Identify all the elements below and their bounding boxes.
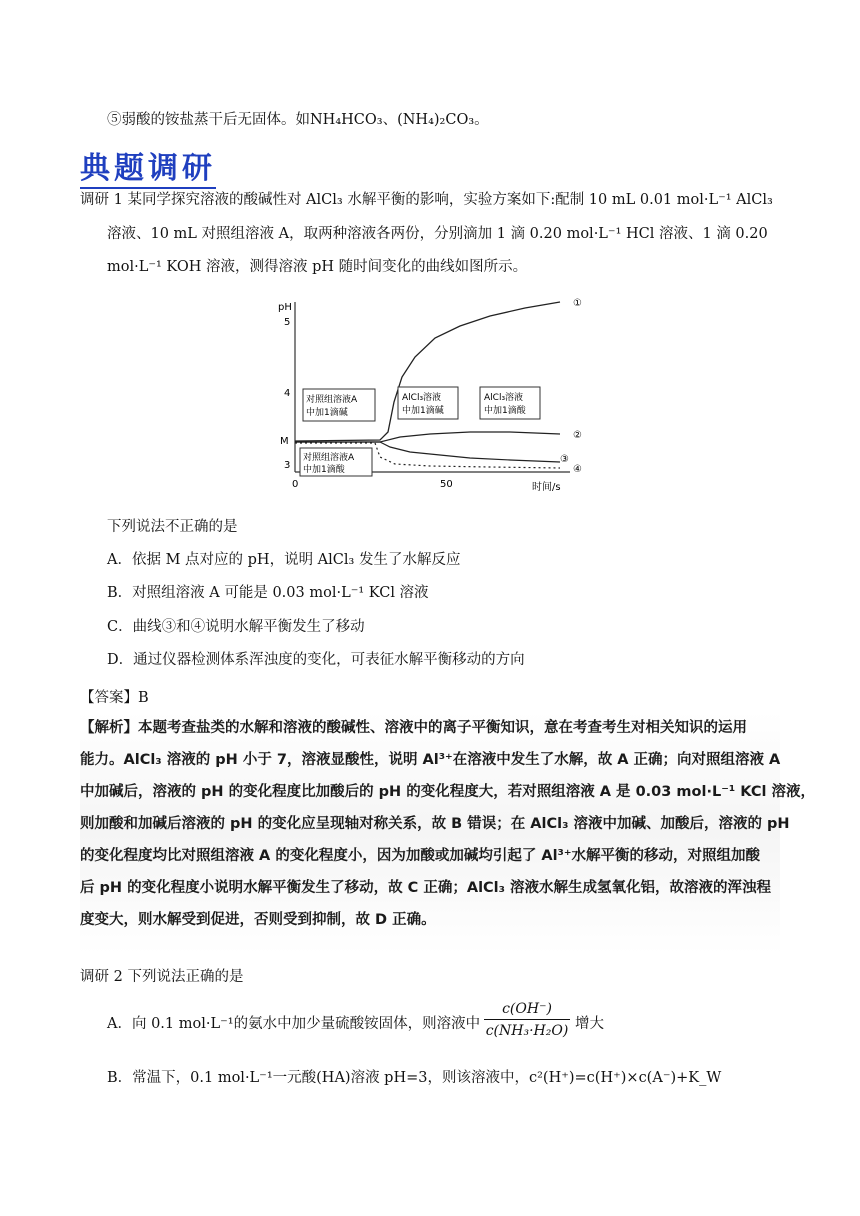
x-axis-label: 时间/s (532, 482, 561, 493)
q1-option-a: A．依据 M 点对应的 pH，说明 AlCl₃ 发生了水解反应 (107, 552, 461, 568)
box-a-base-l1: 对照组溶液A (306, 395, 358, 405)
q1-answer: 【答案】B (80, 690, 149, 706)
top-note: ⑤弱酸的铵盐蒸干后无固体。如NH₄HCO₃、(NH₄)₂CO₃。 (107, 112, 489, 128)
curve-label-3: ③ (560, 454, 569, 465)
q1-option-d: D．通过仪器检测体系浑浊度的变化，可表征水解平衡移动的方向 (107, 652, 525, 668)
section-banner-text: 典题调研 (80, 143, 216, 189)
section-banner (80, 143, 216, 189)
q2-stem: 调研 2 下列说法正确的是 (80, 969, 244, 985)
q2-option-b: B．常温下，0.1 mol·L⁻¹一元酸(HA)溶液 pH=3，则该溶液中，c²(H⁺)=c(H⁺)×c(A⁻)+K_W (107, 1070, 722, 1086)
analysis-line: 中加碱后，溶液的 pH 的变化程度比加酸后的 pH 的变化程度大，若对照组溶液 A 是 0.03 mol·L⁻¹ KCl 溶液， (80, 784, 815, 800)
ph-time-figure (270, 292, 600, 502)
box-al-acid-l2: 中加1滴酸 (484, 406, 526, 416)
analysis-line: 能力。AlCl₃ 溶液的 pH 小于 7，溶液显酸性，说明 Al³⁺在溶液中发生了水解，故 A 正确；向对照组溶液 A (80, 752, 781, 768)
curve-label-4: ④ (573, 464, 582, 475)
analysis-line: 的变化程度均比对照组溶液 A 的变化程度小，因为加酸或加碱均引起了 Al³⁺水解平衡的移动，对照组加酸 (80, 848, 761, 864)
fraction-numerator: c(OH⁻) (484, 1001, 570, 1020)
fraction-denominator: c(NH₃·H₂O) (485, 1023, 569, 1039)
analysis-line: 则加酸和加碱后溶液的 pH 的变化应呈现轴对称关系，故 B 错误；在 AlCl₃ 溶液中加碱、加酸后，溶液的 pH (80, 816, 790, 832)
y-tick-5: 5 (284, 317, 291, 328)
box-a-acid-l1: 对照组溶液A (303, 453, 355, 463)
y-axis-label: pH (278, 302, 292, 313)
x-tick-50: 50 (440, 479, 453, 490)
y-tick-4: 4 (284, 388, 291, 399)
x-tick-0: 0 (292, 479, 299, 490)
q1-option-b: B．对照组溶液 A 可能是 0.03 mol·L⁻¹ KCl 溶液 (107, 585, 429, 601)
q2-option-a-suffix: 增大 (575, 1016, 604, 1032)
q1-line1: 调研 1 某同学探究溶液的酸碱性对 AlCl₃ 水解平衡的影响，实验方案如下:配制 10 mL 0.01 mol·L⁻¹ AlCl₃ (80, 192, 773, 208)
curve-label-1: ① (573, 298, 582, 309)
q1-analysis (80, 712, 815, 955)
box-a-base-l2: 中加1滴碱 (306, 408, 348, 418)
analysis-line: 后 pH 的变化程度小说明水解平衡发生了移动，故 C 正确；AlCl₃ 溶液水解生成氢氧化铝，故溶液的浑浊程 (80, 880, 772, 896)
q2-option-a-prefix: A．向 0.1 mol·L⁻¹的氨水中加少量硫酸铵固体，则溶液中 (107, 1016, 481, 1032)
curve-label-2: ② (573, 430, 582, 441)
y-tick-3: 3 (284, 460, 291, 471)
q1-stem: 下列说法不正确的是 (107, 519, 238, 535)
y-tick-m: M (280, 436, 289, 447)
q1-option-c: C．曲线③和④说明水解平衡发生了移动 (107, 619, 365, 635)
q1-line3: mol·L⁻¹ KOH 溶液，测得溶液 pH 随时间变化的曲线如图所示。 (107, 259, 528, 275)
box-al-base-l1: AlCl₃溶液 (402, 393, 442, 403)
q1-line2: 溶液、10 mL 对照组溶液 A，取两种溶液各两份，分别滴加 1 滴 0.20 mol·L⁻¹ HCl 溶液、1 滴 0.20 (107, 226, 768, 242)
q2-option-a-fraction (484, 1001, 570, 1039)
analysis-line: 【解析】本题考查盐类的水解和溶液的酸碱性、溶液中的离子平衡知识，意在考查考生对相关知识的运用 (80, 720, 747, 736)
box-al-base-l2: 中加1滴碱 (402, 406, 444, 416)
analysis-line: 度变大，则水解受到促进，否则受到抑制，故 D 正确。 (80, 912, 436, 928)
box-al-acid-l1: AlCl₃溶液 (484, 393, 524, 403)
box-a-acid-l2: 中加1滴酸 (303, 465, 345, 475)
